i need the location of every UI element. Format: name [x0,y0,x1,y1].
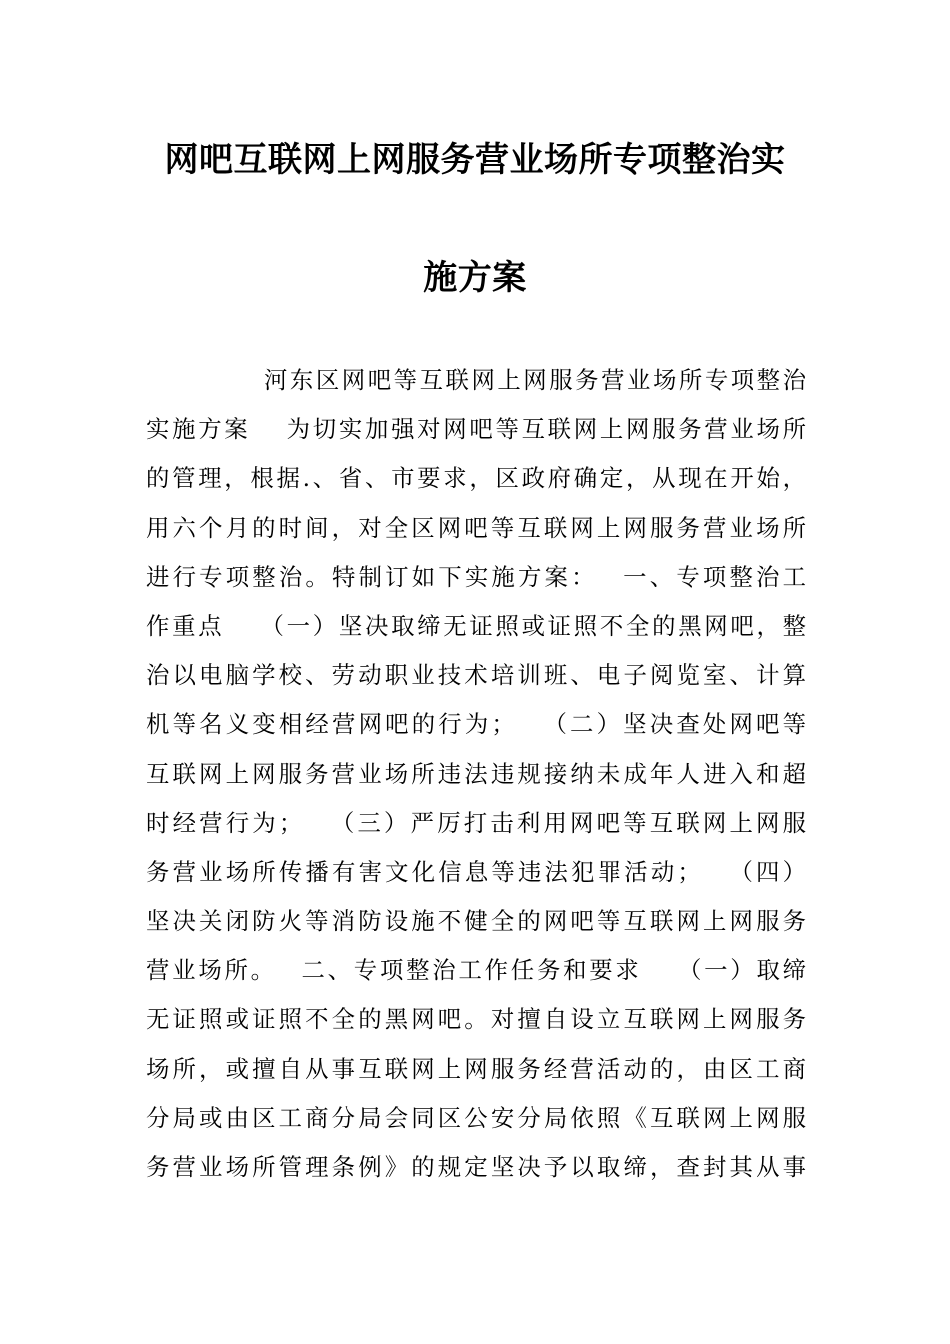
body-line-12: 坚决关闭防火等消防设施不健全的网吧等互联网上网服务 [146,907,806,936]
body-line-9: 互联网上网服务营业场所违法违规接纳未成年人进入和超 [146,759,806,788]
body-line-10: 时经营行为； （三）严厉打击利用网吧等互联网上网服 [146,808,806,837]
document-title-line-2: 施方案 [423,258,527,298]
body-line-15: 场所，或擅自从事互联网上网服务经营活动的，由区工商 [146,1054,806,1083]
body-line-11: 务营业场所传播有害文化信息等违法犯罪活动； （四） [146,857,806,886]
body-line-1: 河东区网吧等互联网上网服务营业场所专项整治 [264,366,806,394]
document-body [146,356,806,1192]
body-line-5: 进行专项整治。特制订如下实施方案： 一、专项整治工 [146,562,806,591]
body-line-7: 治以电脑学校、劳动职业技术培训班、电子阅览室、计算 [146,661,806,690]
body-line-6: 作重点 （一）坚决取缔无证照或证照不全的黑网吧，整 [146,611,806,640]
body-line-2: 实施方案 为切实加强对网吧等互联网上网服务营业场所 [146,415,806,444]
document-title-line-1: 网吧互联网上网服务营业场所专项整治实 [164,140,786,180]
body-line-13: 营业场所。 二、专项整治工作任务和要求 （一）取缔 [146,956,806,985]
body-line-4: 用六个月的时间，对全区网吧等互联网上网服务营业场所 [146,513,806,542]
body-line-14: 无证照或证照不全的黑网吧。对擅自设立互联网上网服务 [146,1005,806,1034]
body-line-3: 的管理，根据.、省、市要求，区政府确定，从现在开始， [146,464,806,493]
body-line-8: 机等名义变相经营网吧的行为； （二）坚决查处网吧等 [146,710,806,739]
body-line-17: 务营业场所管理条例》的规定坚决予以取缔，查封其从事 [146,1153,806,1181]
body-line-16: 分局或由区工商分局会同区公安分局依照《互联网上网服 [146,1103,806,1132]
